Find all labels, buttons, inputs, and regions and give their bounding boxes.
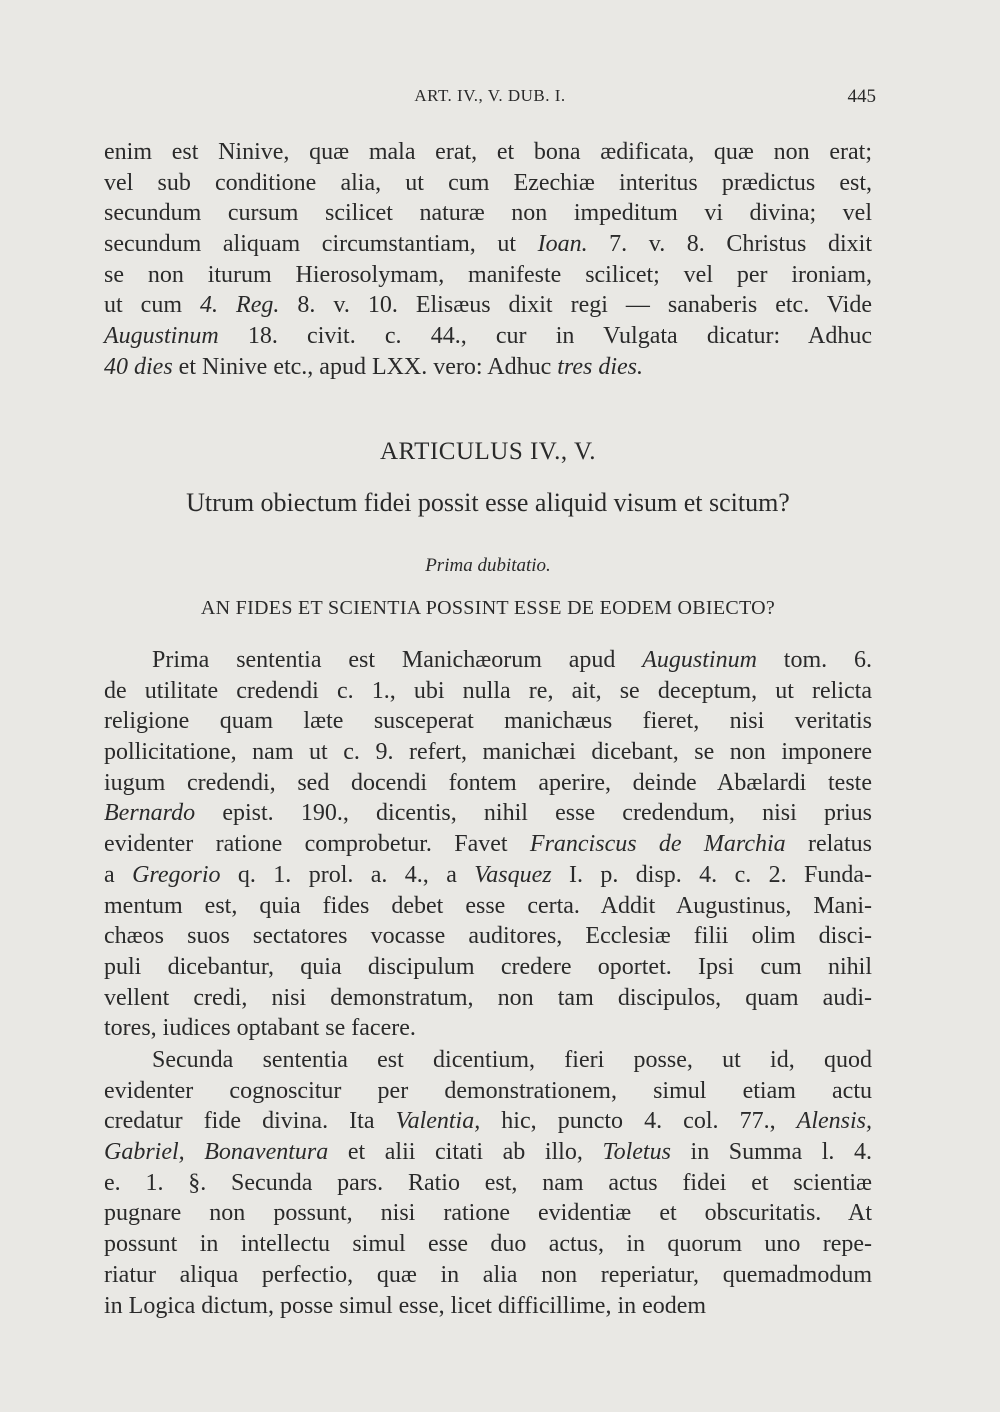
text-line	[104, 798, 872, 829]
section-heading: AN FIDES ET SCIENTIA POSSINT ESSE DE EODEM OBIECTO?	[200, 597, 776, 619]
page-number: 445	[847, 86, 876, 107]
text-line	[104, 260, 872, 291]
italic-text: Ioan.	[537, 231, 588, 258]
text-line	[104, 290, 872, 321]
article-title: ARTICULUS IV., V.	[379, 438, 597, 465]
text-run: Prima sententia est Manichæorum apud	[152, 647, 643, 673]
text-line	[104, 706, 872, 737]
text-line	[104, 1260, 872, 1291]
text-run: et Ninive etc., apud LXX. vero: Adhuc	[172, 353, 558, 380]
text-line	[104, 321, 872, 352]
text-line	[104, 645, 872, 676]
text-run: ut cum	[104, 292, 201, 319]
italic-text: Franciscus de Marchia	[529, 831, 786, 858]
text-line	[104, 1198, 872, 1229]
text-line	[104, 952, 872, 983]
text-line	[104, 921, 872, 952]
text-run: se non iturum Hierosolymam, manifeste scilicet; vel per ironiam,	[104, 261, 872, 288]
text-run: et alii citati ab illo,	[328, 1139, 603, 1166]
text-line	[104, 983, 872, 1014]
text-line	[104, 1013, 872, 1044]
text-run: evidenter ratione comprobetur. Favet	[104, 831, 530, 858]
italic-text: Gabriel, Bonaventura	[104, 1139, 329, 1166]
text-run: vellent credi, nisi demonstratum, non tam discipulos, quam audi-	[104, 984, 872, 1011]
paragraph-prima-sententia	[104, 645, 872, 1044]
italic-text: Gregorio	[132, 861, 221, 888]
text-line	[104, 737, 872, 768]
text-run: vel sub conditione alia, ut cum Ezechiæ interitus prædictus est,	[104, 169, 872, 196]
italic-text: Augustinum	[104, 323, 219, 350]
text-run: Secunda sententia est dicentium, fieri posse, ut id, quod	[152, 1047, 872, 1073]
text-run: e. 1. §. Secunda pars. Ratio est, nam actus fidei et scientiæ	[104, 1169, 872, 1196]
paragraph-continuation	[104, 137, 872, 383]
text-run: evidenter cognoscitur per demonstrationem, simul etiam actu	[104, 1077, 872, 1104]
text-line	[104, 891, 872, 922]
text-line	[104, 198, 872, 229]
dubitatio-heading: Prima dubitatio.	[425, 555, 551, 576]
italic-text: Augustinum	[642, 647, 757, 673]
paragraph-secunda-sententia	[104, 1045, 872, 1321]
text-line	[104, 1168, 872, 1199]
text-line	[104, 1137, 872, 1168]
text-run: religione quam læte susceperat manichæus fieret, nisi veritatis	[104, 708, 872, 735]
text-run: hic, puncto 4. col. 77.,	[480, 1108, 797, 1135]
text-run: riatur aliqua perfectio, quæ in alia non reperiatur, quemadmodum	[104, 1261, 872, 1288]
text-run: secundum cursum scilicet naturæ non impeditum vi divina; vel	[104, 200, 872, 227]
italic-text: Toletus	[602, 1139, 671, 1166]
running-head	[104, 86, 876, 112]
text-run: relatus	[785, 831, 872, 858]
text-run: 18. civit. c. 44., cur in Vulgata dicatur: Adhuc	[218, 323, 872, 350]
running-title: ART. IV., V. DUB. I.	[414, 86, 566, 105]
text-line	[104, 352, 872, 383]
text-run: chæos suos sectatores vocasse auditores, Ecclesiæ filii olim disci-	[104, 923, 872, 950]
italic-text: tres dies.	[557, 353, 644, 380]
text-run: credatur fide divina. Ita	[104, 1108, 396, 1135]
text-run: I. p. disp. 4. c. 2. Funda-	[551, 861, 873, 888]
text-run: enim est Ninive, quæ mala erat, et bona ædificata, quæ non erat;	[104, 139, 872, 165]
italic-text: Valentia,	[395, 1108, 481, 1135]
text-run: 8. v. 10. Elisæus dixit regi — sanaberis etc. Vide	[279, 292, 872, 319]
text-run: secundum aliquam circumstantiam, ut	[104, 231, 538, 258]
text-line	[104, 1229, 872, 1260]
text-run: iugum credendi, sed docendi fontem aperire, deinde Abælardi teste	[104, 769, 872, 796]
text-line	[104, 229, 872, 260]
text-line	[104, 829, 872, 860]
text-line	[104, 1291, 872, 1322]
text-line	[104, 768, 872, 799]
text-line	[104, 1076, 872, 1107]
italic-text: Vasquez	[474, 861, 552, 888]
italic-text: 40 dies	[104, 353, 173, 380]
text-run: 7. v. 8. Christus dixit	[587, 231, 872, 258]
text-line	[104, 1106, 872, 1137]
text-run: pugnare non possunt, nisi ratione evidentiæ et obscuritatis. At	[104, 1200, 872, 1227]
text-run: de utilitate credendi c. 1., ubi nulla re, ait, se deceptum, ut relicta	[104, 677, 872, 704]
text-run: tom. 6.	[756, 647, 873, 673]
text-run: epist. 190., dicentis, nihil esse credendum, nisi prius	[195, 800, 872, 827]
article-question: Utrum obiectum fidei possit esse aliquid visum et scitum?	[186, 488, 790, 517]
text-line	[104, 168, 872, 199]
text-run: possunt in intellectu simul esse duo actus, in quorum uno repe-	[104, 1231, 872, 1258]
text-run: mentum est, quia fides debet esse certa. Addit Augustinus, Mani-	[104, 892, 872, 919]
text-run: pollicitatione, nam ut c. 9. refert, manichæi dicebant, se non imponere	[104, 739, 872, 766]
text-run: in Summa l. 4.	[670, 1139, 873, 1166]
text-run: a	[104, 861, 133, 888]
text-run: tores, iudices optabant se facere.	[104, 1015, 416, 1042]
text-line	[104, 676, 872, 707]
italic-text: Alensis,	[796, 1108, 872, 1135]
italic-text: 4. Reg.	[200, 292, 280, 319]
italic-text: Bernardo	[104, 800, 196, 827]
text-run: puli dicebantur, quia discipulum credere oportet. Ipsi cum nihil	[104, 953, 872, 980]
text-line	[104, 1045, 872, 1076]
text-line	[104, 137, 872, 168]
text-run: in Logica dictum, posse simul esse, licet difficillime, in eodem	[104, 1292, 707, 1319]
text-run: q. 1. prol. a. 4., a	[220, 861, 475, 888]
text-line	[104, 860, 872, 891]
